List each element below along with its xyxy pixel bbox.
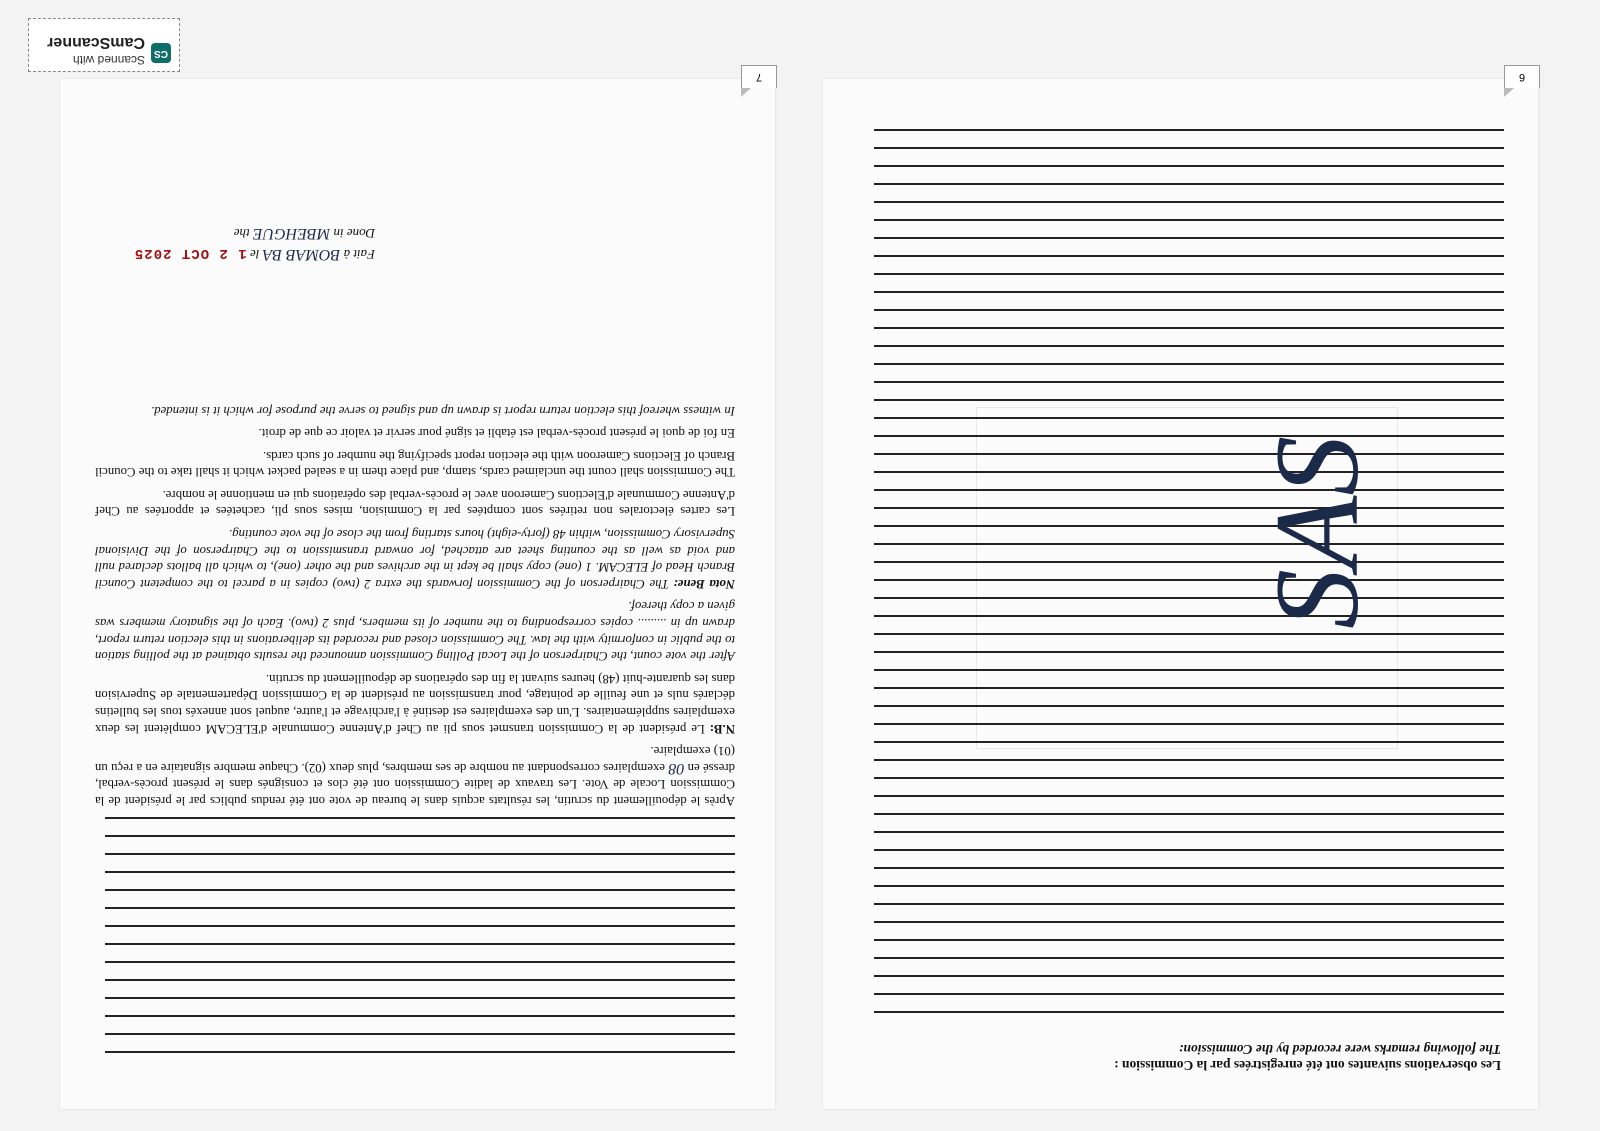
bleed-through-shadow [976,407,1398,749]
paragraph-results-fr: Après le dépouillement du scrutin, les résultats acquis dans le bureau de vote ont été rendus publics par le président de la Commission Locale de Vote. Les travaux de ladite Commission ont été clos et consignés dans le présent procès-verbal, dressé en 08 exemplaires correspondant au nombre de ses membres, plus deux (02). Chaque membre signataire en a reçu un (01) exemplaire. [95,744,735,808]
remarks-heading-en: The following remarks were recorded by the Commission: [1178,1042,1501,1057]
ruled-line [874,1011,1504,1029]
ruled-line [874,165,1504,183]
page-6-content [823,79,1538,1109]
ruled-line [874,291,1504,309]
ruled-line [874,255,1504,273]
ruled-line [105,1033,735,1051]
ruled-line [105,871,735,889]
ruled-line [105,997,735,1015]
ruled-line [874,273,1504,291]
ruled-line [105,889,735,907]
paragraph-nota-bene: Nota Bene: The Chairperson of the Commission forwards the extra 2 (two) copies in a parcel to the competent Council Branch Head of ELECAM. 1 (one) copy shall be kept in the archives and the other (one), to which all ballots declared null and void as well as the counting sheet are attached, for onward transmission to the Chairperson of the Divisional Supervisory Commission, within 48 (forty-eight) hours starting from the close of the vote counting. [95,527,735,591]
fait-line: Fait à BOMAB BA le 1 2 OCT 2025 [133,245,375,263]
page-number-7: 7 [741,65,777,88]
paragraph-results-en: After the vote count, the Chairperson of the Local Polling Commission announced the results obtained at the polling station to the public in conformity with the law. The Commission closed and recorded its deliberations in this election return report, drawn up in ......... copies corresponding to the number of its members, plus 2 (two). Each of the signatory members was given a copy thereof. [95,599,735,664]
paragraph-nb: N.B: Le président de la Commission transmet sous pli au Chef d'Antenne Communale d'ELECAM complètent les deux exemplaires supplémentaires. L'un des exemplaires est destiné à l'archivage et l'autre, auquel sont annexés tous les bulletins déclarés nuls et une feuille de pointage, pour transmission au président de la Commission Départementale de Supervision dans les quarante-huit (48) heures suivant la fin des opérations de dépouillement du scrutin. [95,671,735,736]
ruled-line [105,943,735,961]
ruled-line [105,835,735,853]
results-text [95,396,735,809]
ruled-line [874,129,1504,147]
paragraph-cards-en: The Commission shall count the unclaimed cards, stamp, and place them in a sealed packet which it shall take to the Council Branch of Elections Cameroon with the election report specifying the number of such cards. [95,448,735,480]
camscanner-logo-icon: CS [151,43,171,63]
ruled-line [105,817,735,835]
page-7-content [60,79,775,1109]
ruled-line [874,381,1504,399]
ruled-line [874,849,1504,867]
done-place: MBEHGUE [252,225,331,242]
top-ruled-lines [105,817,735,1069]
date-stamp: 1 2 OCT 2025 [133,245,247,261]
ruled-line [105,907,735,925]
ruled-line [874,777,1504,795]
remarks-heading [881,1041,1501,1073]
paragraph-witness-en: In witness whereof this election return report is drawn up and signed to serve the purpose for which it is intended. [151,403,735,418]
fait-place: BOMAB BA [262,246,341,263]
ruled-line [105,1015,735,1033]
ruled-line [105,925,735,943]
ruled-line [874,345,1504,363]
ruled-line [874,147,1504,165]
remarks-heading-fr: Les observations suivantes ont été enregistrées par la Commission : [1114,1058,1501,1073]
handwritten-copies: 08 [668,759,685,777]
ruled-line [874,759,1504,777]
ruled-line [874,201,1504,219]
ruled-line [105,853,735,871]
paragraph-witness-fr: En foi de quoi le présent procès-verbal est établi et signé pour servir et valoir ce que de droit. [258,426,735,441]
ruled-line [105,979,735,997]
ruled-line [874,831,1504,849]
page-number-6: 6 [1504,65,1540,88]
signature-block [75,223,375,264]
ruled-line [105,1051,735,1069]
ruled-line [874,219,1504,237]
done-line: Done in MBEHGUE the [233,225,375,242]
ruled-line [874,903,1504,921]
ruled-line [874,939,1504,957]
ruled-line [874,921,1504,939]
paragraph-cards-fr: Les cartes électorales non retirées sont comptées par la Commision, mises sous pli, cachetées et apportées au Chef d'Antenne Communale d'Elections Cameroon avec le procès-verbal des opérations qui en mentionne le nombre. [95,487,735,519]
badge-line2: CamScanner [47,34,145,51]
ruled-line [874,867,1504,885]
ruled-line [874,183,1504,201]
ruled-line [874,993,1504,1011]
badge-line1: Scanned with [72,53,145,67]
ruled-line [874,975,1504,993]
ruled-line [105,961,735,979]
ruled-line [874,813,1504,831]
handwritten-mark: SAS [1250,435,1383,629]
ruled-line [874,957,1504,975]
ruled-line [874,309,1504,327]
ruled-line [874,327,1504,345]
ruled-line [874,237,1504,255]
ruled-line [874,795,1504,813]
camscanner-badge [28,18,180,72]
ruled-line [874,363,1504,381]
ruled-line [874,885,1504,903]
